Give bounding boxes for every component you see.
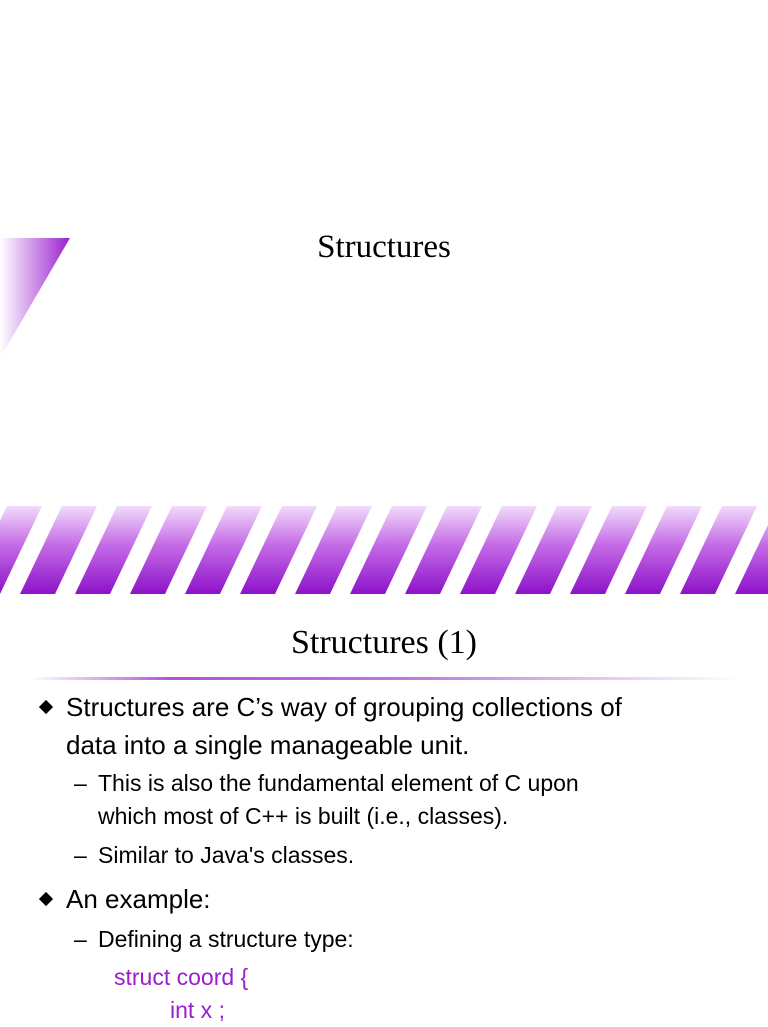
dash-marker: – <box>74 842 87 868</box>
sub-bullet-text: Similar to Java's classes. <box>98 842 355 868</box>
bullet-text-line: data into a single manageable unit. <box>66 730 470 760</box>
bullet-text-line: Structures are C’s way of grouping collections of <box>66 692 622 722</box>
diagonal-stripe-band <box>0 506 768 594</box>
sub-bullet-item <box>74 839 354 872</box>
code-line: int x ; <box>170 997 225 1023</box>
code-line: struct coord { <box>114 964 249 990</box>
title-slide-heading: Structures <box>317 229 451 265</box>
dash-marker: – <box>74 770 87 796</box>
dash-marker: – <box>74 926 87 952</box>
sub-bullet-text: Defining a structure type: <box>98 926 354 952</box>
sub-bullet-item <box>74 767 579 833</box>
sub-bullet-text <box>98 767 579 833</box>
bullet-item <box>38 880 211 918</box>
slide-title: Structures (1) <box>290 624 477 661</box>
sub-bullet-item <box>74 923 354 956</box>
sub-bullet-text-line: which most of C++ is built (i.e., classes). <box>98 803 509 829</box>
diamond-bullet-icon <box>38 688 66 764</box>
bullet-text: An example: <box>66 884 211 914</box>
bullet-text <box>66 688 622 764</box>
title-underline <box>30 677 740 680</box>
sub-bullet-text-line: This is also the fundamental element of C upon <box>98 770 579 796</box>
diamond-bullet-icon <box>38 880 66 918</box>
bullet-item <box>38 688 622 764</box>
content-slide <box>0 592 768 1024</box>
